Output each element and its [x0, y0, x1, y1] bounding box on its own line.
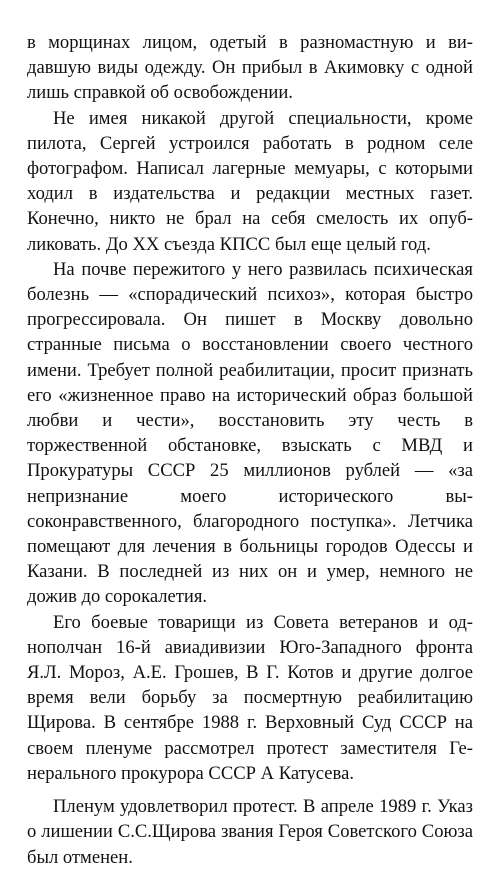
paragraph-4: Его боевые товарищи из Совета ветеранов и однополчан 16-й авиадивизии Юго-Западного фронта Я.Л. Мороз, А.Е. Грошев, В Г. Котов и другие долгое время вели борьбу за посмертную реабилитацию Щирова. В сентябре 1988 г. Верховный Суд СССР на своем пленуме рассмотрел протест заместителя Генерального прокурора СССР А Катусева.	[27, 611, 473, 784]
page-body	[27, 30, 473, 870]
paragraph-5: Пленум удовлетворил протест. В апреле 1989 г. Указ о лишении С.С.Щирова звания Героя Советского Союза был отменен.	[27, 796, 473, 868]
paragraph-2: Не имея никакой другой специальности, кроме пилота, Сергей устроился работать в родном селе фотографом. Написал лагерные мемуары, с которыми ходил в издательства и редакции местных газет. Конечно, никто не брал на себя смелость их опубликовать. До XX съезда КПСС был еще целый год.	[27, 107, 473, 255]
paragraph-3: На почве пережитого у него развилась психическая болезнь — «спорадический психоз», которая быстро прогрессировала. Он пишет в Москву довольно странные письма о восстановлении своего честного имени. Требует полной реабилитации, просит признать его «жизненное право на исторический образ большой любви и чести», восстановить эту честь в торжественной обстановке, взыскать с МВД и Прокуратуры СССР 25 миллионов рублей — «за непризнание моего исторического высоконравственного, благородного поступка». Летчика помещают для лечения в больницы городов Одессы и Казани. В последней из них он и умер, немного не дожив до сорокалетия.	[27, 258, 473, 608]
paragraph-1: в морщинах лицом, одетый в разномастную и видавшую виды одежду. Он прибыл в Акимовку с одной лишь справкой об освобождении.	[27, 32, 473, 104]
